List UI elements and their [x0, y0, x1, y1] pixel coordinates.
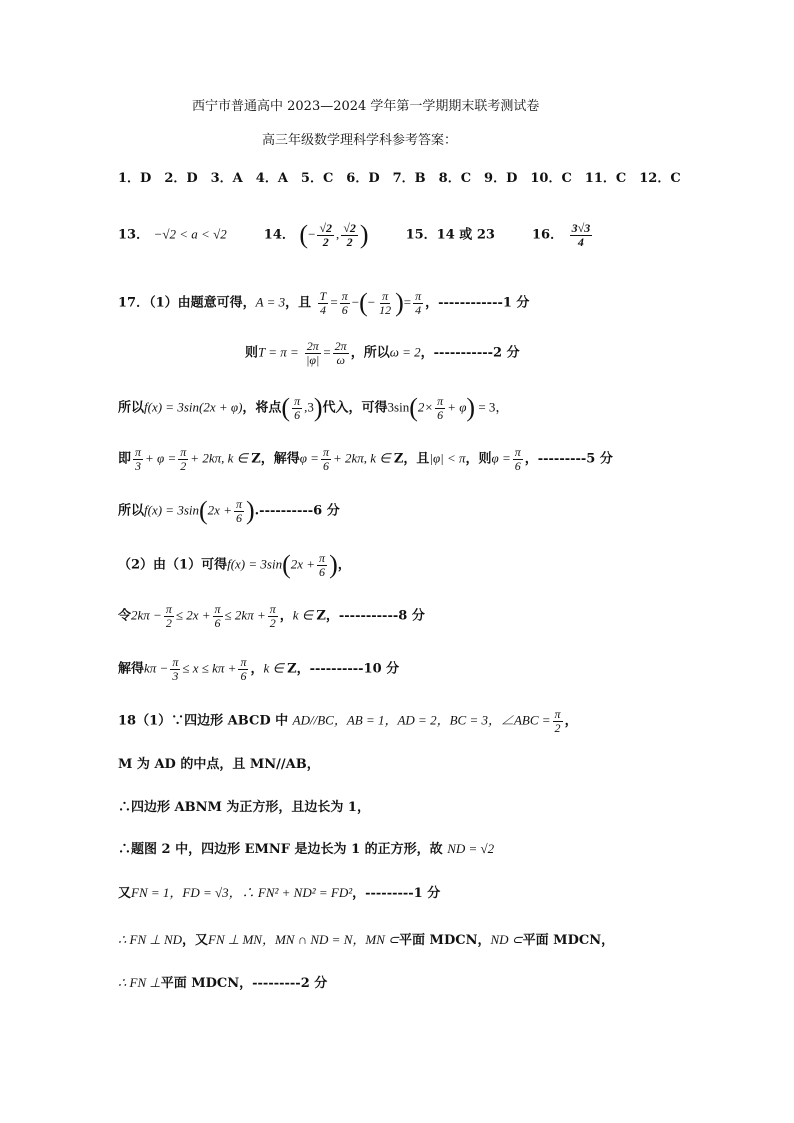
q17-line-2: 则T = π = $\frac{2\pi}{|\varphi|}$ = $\frac{2\pi}{\omega}$ ，所以ω = 2，-----------2 分 — [245, 339, 520, 367]
choice-answers: 1．D 2．D 3．A 4．A 5．C 6．D 7．B 8．C 9．D 10．C 11．C 12．C — [118, 171, 681, 186]
doc-subtitle: 高三年级数学理科学科参考答案： — [262, 133, 458, 148]
q13-label: 13． — [118, 227, 150, 243]
q16-fraction: $\frac{3√3}{4}$ — [571, 221, 591, 249]
q15-answer: 15．14 或 23 — [405, 227, 495, 243]
q17-part2-line-2: 令2kπ − $\frac{\pi}{2}$ ≤ 2x + $\frac{\pi}{6}$ ≤ 2kπ + $\frac{\pi}{2}$ ，k ∈ Z，-----------8 分 — [118, 602, 425, 630]
q17-part2-line-3: 解得kπ − $\frac{\pi}{3}$ ≤ x ≤ kπ + $\frac{\pi}{6}$ ，k ∈ Z，----------10 分 — [118, 655, 400, 683]
q18-line-6: ∴ FN ⊥ ND，又FN ⊥ MN，MN ∩ ND = N，MN ⊂平面 MDCN，ND ⊂平面 MDCN， — [118, 932, 615, 948]
q18-line-7: ∴ FN ⊥平面 MDCN，---------2 分 — [118, 975, 328, 991]
q18-line-2: M 为 AD 的中点，且 MN//AB， — [118, 757, 320, 772]
fill-answers-row: 13． −√2 < a < √2 14． (− $\frac{√2}{2}$ , $\frac{√2}{2}$ ) 15．14 或 23 16． $\frac{3√3}{4}$ — [118, 220, 591, 250]
q18-line-4: ∴题图 2 中，四边形 EMNF 是边长为 1 的正方形，故 ND = √2 — [118, 841, 495, 857]
q13-answer: −√2 < a < √2 — [153, 226, 227, 242]
q17-line-4: 即 $\frac{\pi}{3}$ + φ = $\frac{\pi}{2}$ + 2kπ, k ∈ Z，解得φ = $\frac{\pi}{6}$ + 2kπ, k ∈ Z，且|φ| < π，则φ = $\frac{\pi}{6}$ ，---------5 分 — [118, 445, 613, 473]
q17-line-5: 所以f(x) = 3sin(2x + $\frac{\pi}{6}$ ).----------6 分 — [118, 496, 340, 526]
doc-title: 西宁市普通高中 2023—2024 学年第一学期期末联考测试卷 — [192, 99, 540, 114]
q14-fraction-left: $\frac{√2}{2}$ — [319, 221, 333, 249]
q18-line-5: 又FN = 1，FD = √3，∴ FN² + ND² = FD²，---------1 分 — [118, 885, 441, 901]
q17-line-3: 所以f(x) = 3sin(2x + φ)，将点( $\frac{\pi}{6}$ ,3)代入，可得3sin(2× $\frac{\pi}{6}$ + φ) = 3， — [118, 393, 509, 423]
q18-line-3: ∴四边形 ABNM 为正方形，且边长为 1， — [118, 800, 370, 815]
q17-part2-line-1: （2）由（1）可得f(x) = 3sin(2x + $\frac{\pi}{6}$ )， — [118, 550, 351, 580]
q14-label: 14． — [263, 227, 295, 243]
q18-line-1: 18（1）∵四边形 ABCD 中 AD//BC，AB = 1，AD = 2，BC = 3，∠ABC = $\frac{\pi}{2}$ ， — [118, 707, 578, 735]
q17-line-1: 17．（1）由题意可得，A = 3，且 $\frac{T}{4}$ = $\frac{\pi}{6}$ −(− $\frac{\pi}{12}$ )= $\frac{\pi}{4}$ ，------------1 分 — [118, 288, 530, 318]
q14-fraction-right: $\frac{√2}{2}$ — [343, 221, 356, 249]
q16-label: 16． — [531, 227, 564, 243]
